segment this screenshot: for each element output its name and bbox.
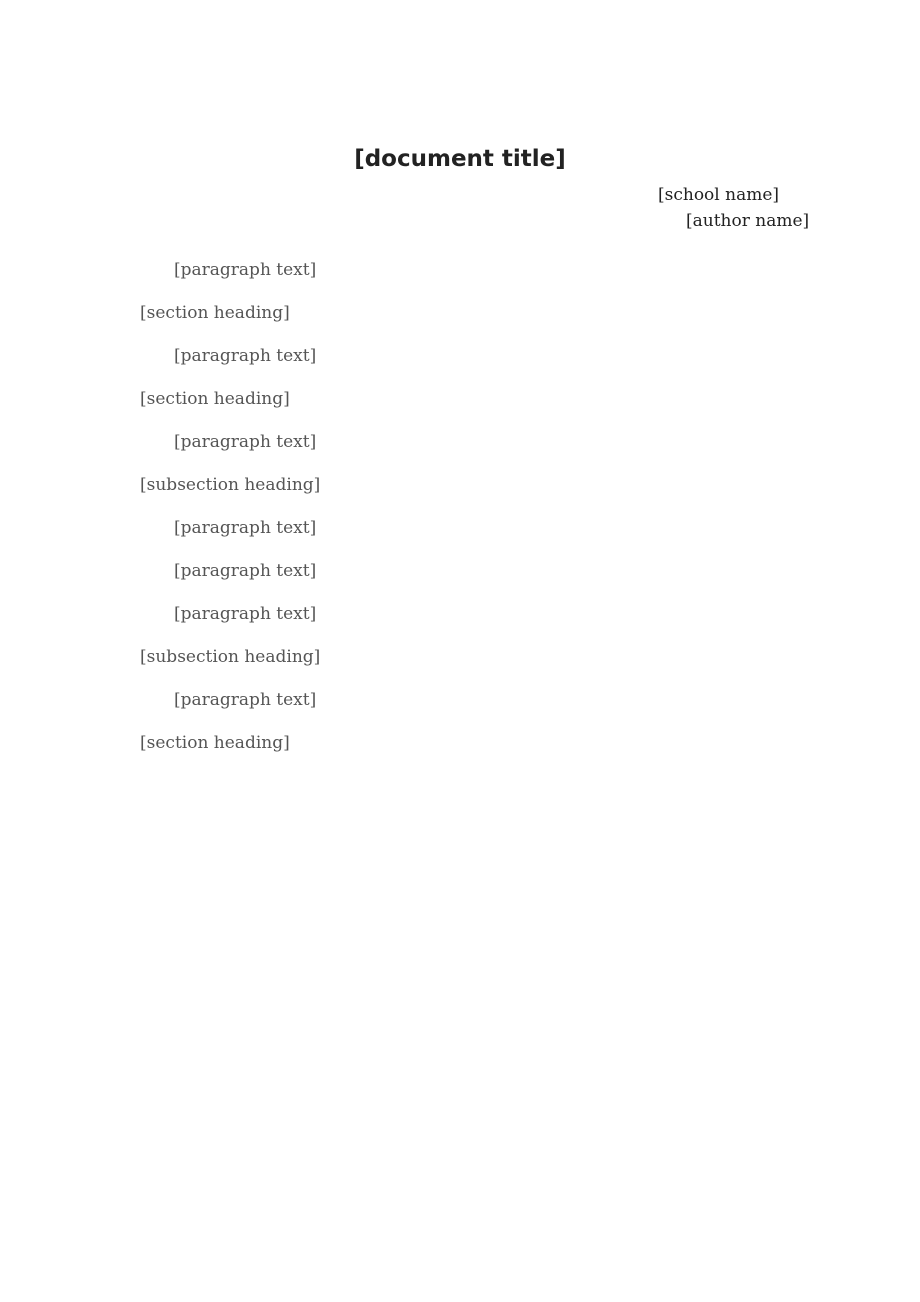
document-body: [140, 258, 790, 774]
body-paragraph: [paragraph text]: [174, 518, 317, 538]
section-heading: [section heading]: [140, 733, 290, 753]
body-paragraph: [paragraph text]: [174, 690, 317, 710]
section-heading: [section heading]: [140, 389, 290, 409]
body-paragraph: [paragraph text]: [174, 604, 317, 624]
author-name: [author name]: [686, 211, 810, 231]
document-title: [document title]: [354, 146, 566, 172]
school-name: [school name]: [658, 185, 780, 205]
body-paragraph: [paragraph text]: [174, 561, 317, 581]
section-heading: [section heading]: [140, 303, 290, 323]
body-paragraph: [paragraph text]: [174, 432, 317, 452]
body-paragraph: [paragraph text]: [174, 346, 317, 366]
body-paragraph: [paragraph text]: [174, 260, 317, 280]
section-heading: [subsection heading]: [140, 475, 321, 495]
section-heading: [subsection heading]: [140, 647, 321, 667]
